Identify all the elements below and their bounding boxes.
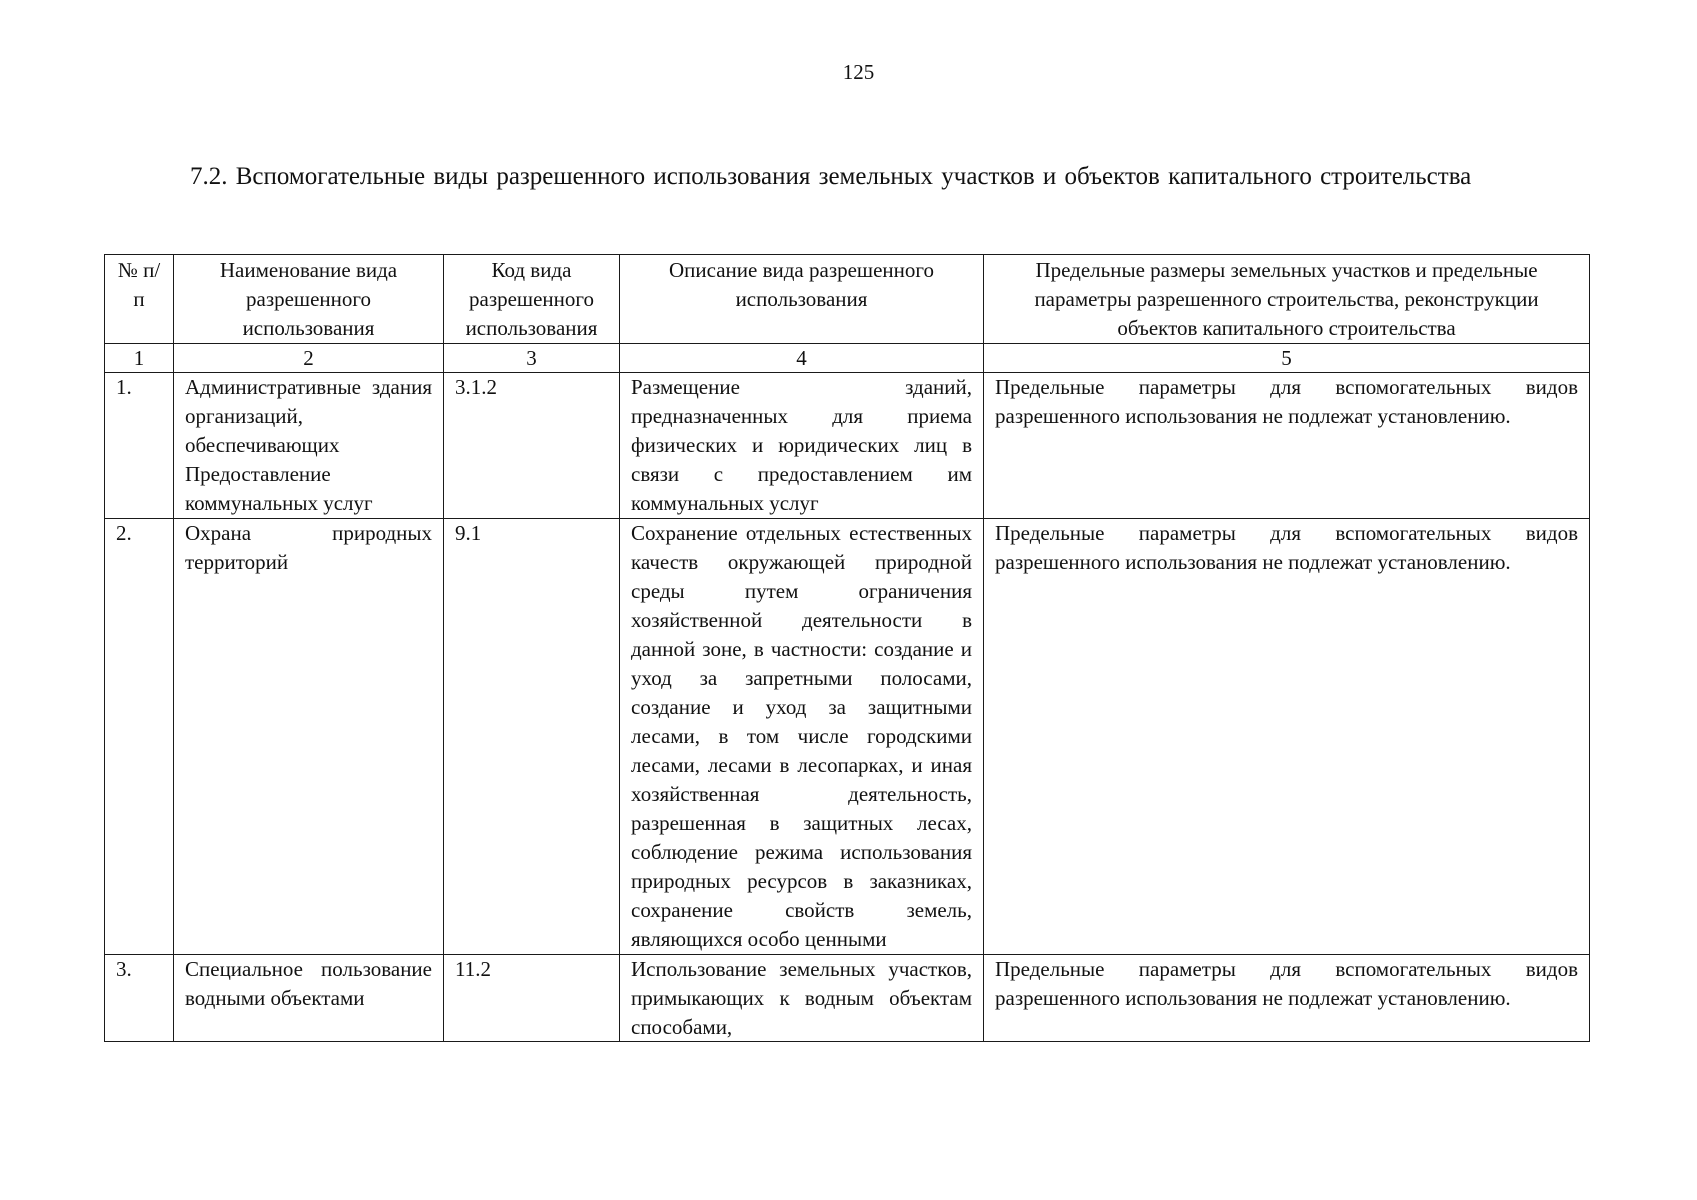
- row-use-code: 3.1.2: [444, 373, 620, 519]
- row-use-name-text: Специальное пользование водными объектами: [185, 957, 432, 1010]
- row-limits: [984, 955, 1590, 1042]
- row-use-description: [620, 955, 984, 1042]
- header-limits: Предельные размеры земельных участков и предельные параметры разрешенного строительства, реконструкции объектов капитального строительства: [984, 255, 1590, 344]
- header-num: № п/п: [105, 255, 174, 344]
- section-heading: 7.2. Вспомогательные виды разрешенного использования земельных участков и объектов капитального строительства: [190, 163, 1472, 190]
- column-number: 1: [105, 344, 174, 373]
- row-number-text: 3.: [116, 957, 132, 981]
- row-use-code: [444, 955, 620, 1042]
- header-use-name: Наименование вида разрешенного использования: [174, 255, 444, 344]
- row-use-name: [174, 955, 444, 1042]
- header-use-code: Код вида разрешенного использования: [444, 255, 620, 344]
- row-number: 1.: [105, 373, 174, 519]
- table-row: [105, 373, 1590, 519]
- table-row: [105, 955, 1590, 1042]
- table-row: [105, 519, 1590, 955]
- column-number: 2: [174, 344, 444, 373]
- header-use-description: Описание вида разрешенного использования: [620, 255, 984, 344]
- column-number: 3: [444, 344, 620, 373]
- row-limits-text: Предельные параметры для вспомогательных видов разрешенного использования не подлежат установлению.: [995, 957, 1578, 1010]
- row-use-code-text: 11.2: [455, 957, 491, 981]
- page-number: 125: [842, 60, 875, 84]
- table-header-row: [105, 255, 1590, 344]
- column-number-row: [105, 344, 1590, 373]
- row-limits: Предельные параметры для вспомогательных видов разрешенного использования не подлежат установлению.: [984, 373, 1590, 519]
- row-number: [105, 955, 174, 1042]
- row-use-name: Охрана природных территорий: [174, 519, 444, 955]
- row-use-name: Административные здания организаций, обеспечивающих Предоставление коммунальных услуг: [174, 373, 444, 519]
- column-number: 5: [984, 344, 1590, 373]
- row-use-description: Сохранение отдельных естественных качеств окружающей природной среды путем ограничения хозяйственной деятельности в данной зоне, в частности: создание и уход за запретными полосами, создание и уход за защитными лесами, в том числе городскими лесами, лесами в лесопарках, и иная хозяйственная деятельность, разрешенная в защитных лесах, соблюдение режима использования природных ресурсов в заказниках, сохранение свойств земель, являющихся особо ценными: [620, 519, 984, 955]
- row-use-description-text: Использование земельных участков, примыкающих к водным объектам способами,: [631, 957, 972, 1039]
- row-limits: Предельные параметры для вспомогательных видов разрешенного использования не подлежат установлению.: [984, 519, 1590, 955]
- column-number: 4: [620, 344, 984, 373]
- permitted-use-table: [104, 254, 1590, 1042]
- row-number: 2.: [105, 519, 174, 955]
- row-use-code: 9.1: [444, 519, 620, 955]
- row-use-description: Размещение зданий, предназначенных для приема физических и юридических лиц в связи с предоставлением им коммунальных услуг: [620, 373, 984, 519]
